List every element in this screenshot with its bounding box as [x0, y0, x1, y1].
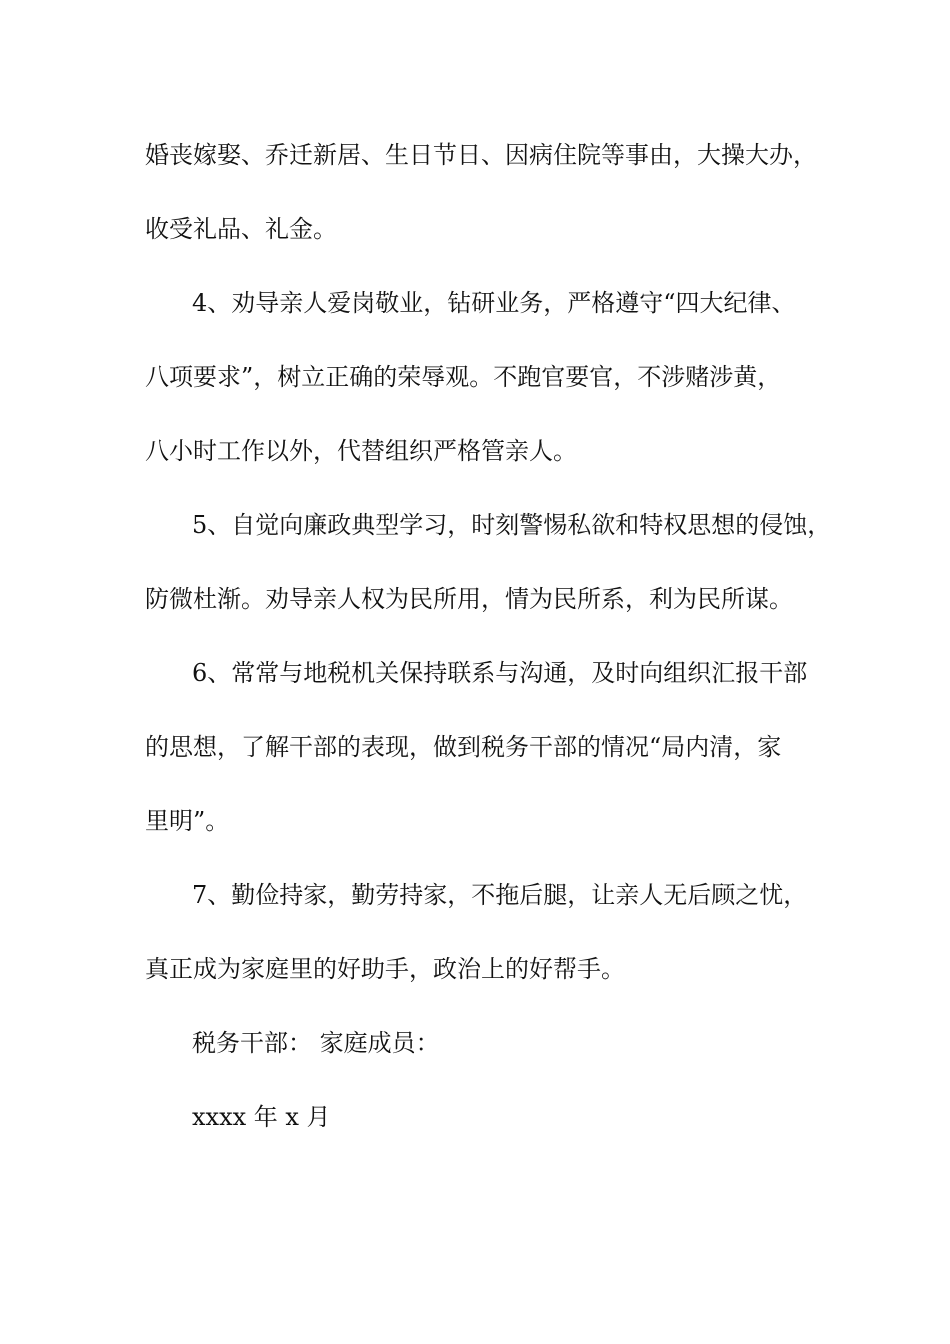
signature-line: 税务干部： 家庭成员：	[192, 1029, 440, 1057]
paragraph-4-line: 4、劝导亲人爱岗敬业，钻研业务，严格遵守“四大纪律、	[192, 289, 796, 317]
text-line: 里明”。	[145, 807, 230, 835]
text-line: 八项要求”，树立正确的荣辱观。不跑官要官，不涉赌涉黄，	[145, 363, 782, 391]
paragraph-6-line: 6、常常与地税机关保持联系与沟通，及时向组织汇报干部	[192, 659, 808, 687]
text-line: 八小时工作以外，代替组织严格管亲人。	[145, 437, 577, 465]
paragraph-5-line: 5、自觉向廉政典型学习，时刻警惕私欲和特权思想的侵蚀，	[192, 511, 832, 539]
text-line: 收受礼品、礼金。	[145, 215, 337, 243]
text-line: 婚丧嫁娶、乔迁新居、生日节日、因病住院等事由，大操大办，	[145, 141, 817, 169]
text-line: 防微杜渐。劝导亲人权为民所用，情为民所系，利为民所谋。	[145, 585, 793, 613]
date-line: xxxx 年 x 月	[192, 1103, 331, 1131]
text-line: 真正成为家庭里的好助手，政治上的好帮手。	[145, 955, 625, 983]
text-line: 的思想，了解干部的表现，做到税务干部的情况“局内清，家	[145, 733, 782, 761]
paragraph-7-line: 7、勤俭持家，勤劳持家，不拖后腿，让亲人无后顾之忧，	[192, 881, 808, 909]
